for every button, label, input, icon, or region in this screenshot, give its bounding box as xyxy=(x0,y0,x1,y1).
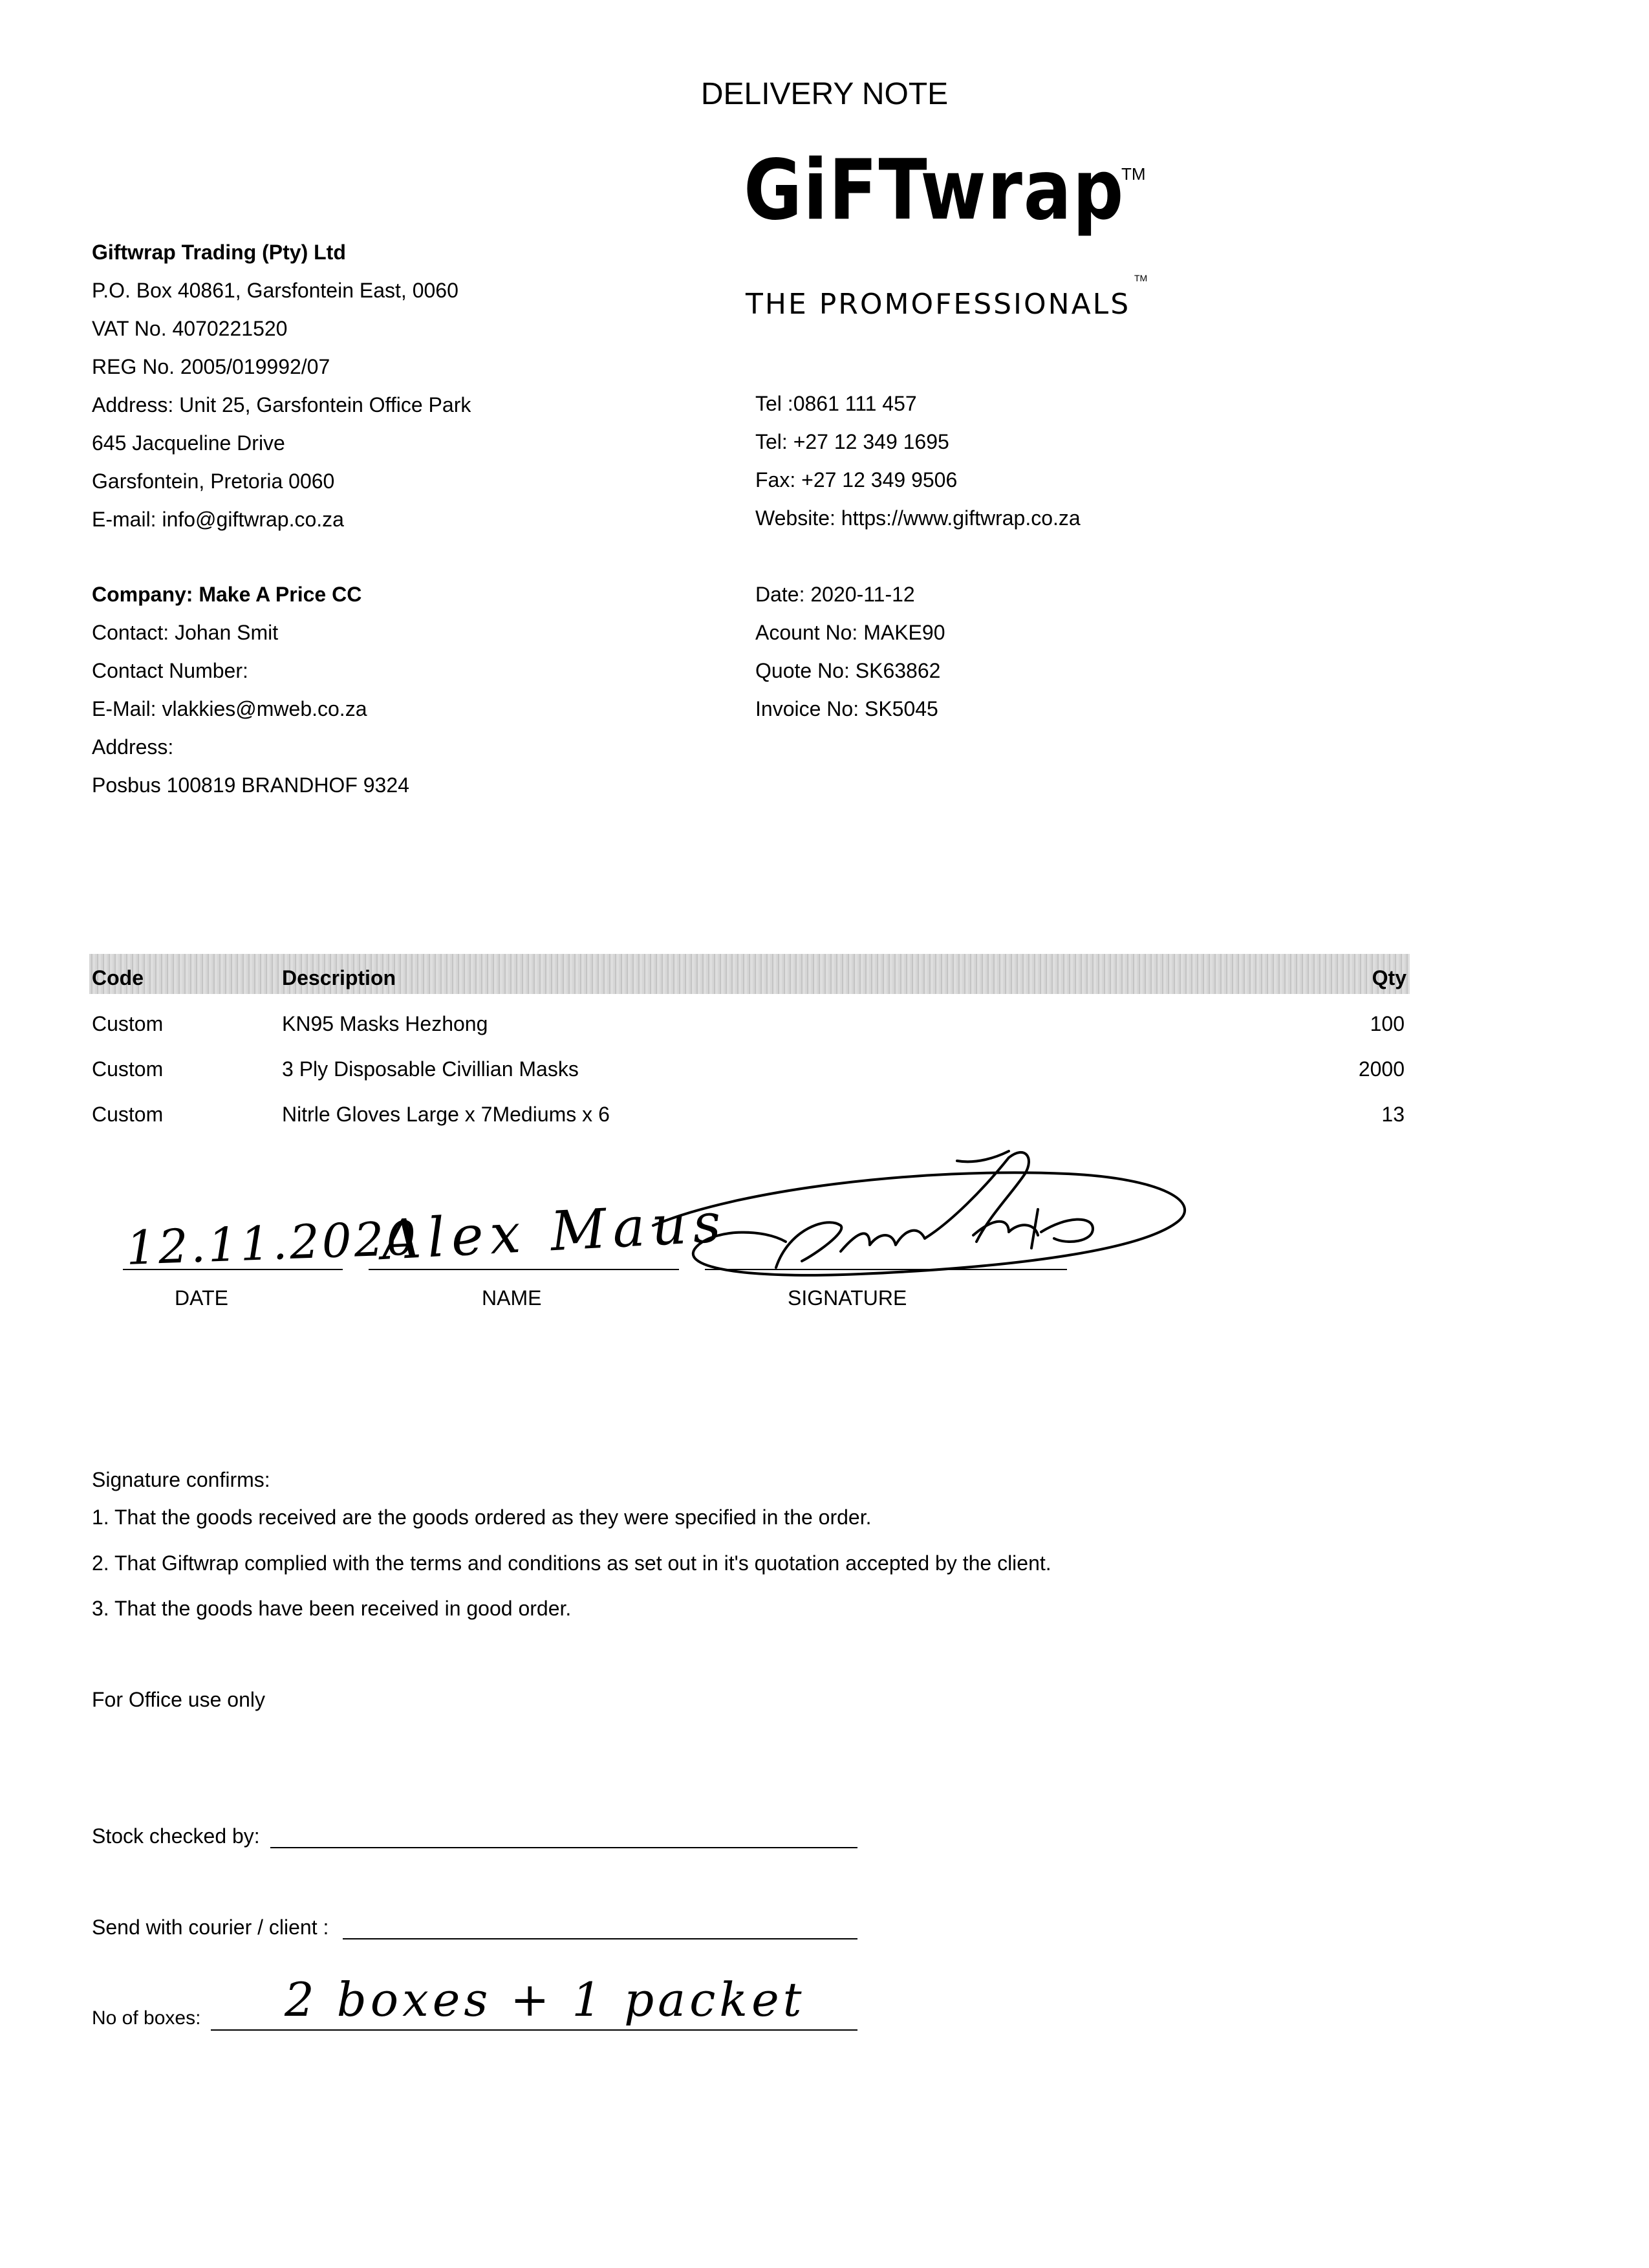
logo-tagline: THE PROMOFESSIONALS xyxy=(746,288,1131,321)
table-cell-description: Nitrle Gloves Large x 7Mediums x 6 xyxy=(282,1103,610,1126)
sender-line: VAT No. 4070221520 xyxy=(92,317,288,340)
contact-line: Tel :0861 111 457 xyxy=(755,392,917,415)
customer-line: E-Mail: vlakkies@mweb.co.za xyxy=(92,697,367,720)
boxes-label: No of boxes: xyxy=(92,2007,201,2029)
table-cell-code: Custom xyxy=(92,1103,164,1126)
name-label: NAME xyxy=(482,1286,542,1310)
boxes-line[interactable] xyxy=(211,2029,857,2031)
courier-label: Send with courier / client : xyxy=(92,1916,329,1939)
table-cell-code: Custom xyxy=(92,1057,164,1081)
table-header-code: Code xyxy=(92,966,144,989)
table-cell-description: KN95 Masks Hezhong xyxy=(282,1012,488,1035)
handwritten-date: 12.11.2020 xyxy=(125,1211,420,1275)
table-header-description: Description xyxy=(282,966,396,989)
page-title: DELIVERY NOTE xyxy=(700,77,949,111)
confirm-item: 2. That Giftwrap complied with the terms and conditions as set out in it's quotation accepted by the client. xyxy=(92,1551,1051,1575)
courier-line[interactable] xyxy=(343,1938,857,1939)
confirm-item: 3. That the goods have been received in good order. xyxy=(92,1597,572,1620)
customer-line: Contact Number: xyxy=(92,659,248,682)
contact-line: Website: https://www.giftwrap.co.za xyxy=(755,506,1081,530)
doc-quote: Quote No: SK63862 xyxy=(755,659,941,682)
table-cell-qty: 2000 xyxy=(1358,1057,1405,1081)
stock-checked-line[interactable] xyxy=(270,1847,857,1848)
handwritten-name: Alex Maus xyxy=(380,1191,729,1272)
office-heading: For Office use only xyxy=(92,1688,265,1711)
contact-line: Tel: +27 12 349 1695 xyxy=(755,430,949,453)
customer-line: Address: xyxy=(92,735,174,759)
table-cell-description: 3 Ply Disposable Civillian Masks xyxy=(282,1057,579,1081)
sender-line: 645 Jacqueline Drive xyxy=(92,431,285,455)
contact-line: Fax: +27 12 349 9506 xyxy=(755,468,958,491)
confirms-heading: Signature confirms: xyxy=(92,1468,270,1491)
logo-tagline-tm: TM xyxy=(1134,273,1148,283)
doc-invoice: Invoice No: SK5045 xyxy=(755,697,938,720)
sender-line: P.O. Box 40861, Garsfontein East, 0060 xyxy=(92,279,458,302)
signature-label: SIGNATURE xyxy=(788,1286,907,1310)
date-label: DATE xyxy=(175,1286,228,1310)
sender-line: Garsfontein, Pretoria 0060 xyxy=(92,470,335,493)
logo-wordmark: GiFTwrap xyxy=(744,142,1125,239)
sender-line: REG No. 2005/019992/07 xyxy=(92,355,330,378)
stock-checked-label: Stock checked by: xyxy=(92,1824,260,1848)
customer-line: Posbus 100819 BRANDHOF 9324 xyxy=(92,773,409,797)
doc-date: Date: 2020-11-12 xyxy=(755,583,915,606)
sender-name: Giftwrap Trading (Pty) Ltd xyxy=(92,241,346,264)
sender-line: E-mail: info@giftwrap.co.za xyxy=(92,508,344,531)
sender-line: Address: Unit 25, Garsfontein Office Park xyxy=(92,393,471,416)
boxes-handwritten-value: 2 boxes + 1 packet xyxy=(285,1972,806,2027)
table-cell-qty: 100 xyxy=(1370,1012,1405,1035)
confirm-item: 1. That the goods received are the goods ordered as they were specified in the order. xyxy=(92,1506,872,1529)
table-cell-code: Custom xyxy=(92,1012,164,1035)
table-header-qty: Qty xyxy=(1372,966,1406,989)
logo-tm: TM xyxy=(1121,164,1146,184)
customer-company: Company: Make A Price CC xyxy=(92,583,362,606)
table-cell-qty: 13 xyxy=(1381,1103,1405,1126)
doc-account: Acount No: MAKE90 xyxy=(755,621,945,644)
customer-line: Contact: Johan Smit xyxy=(92,621,279,644)
